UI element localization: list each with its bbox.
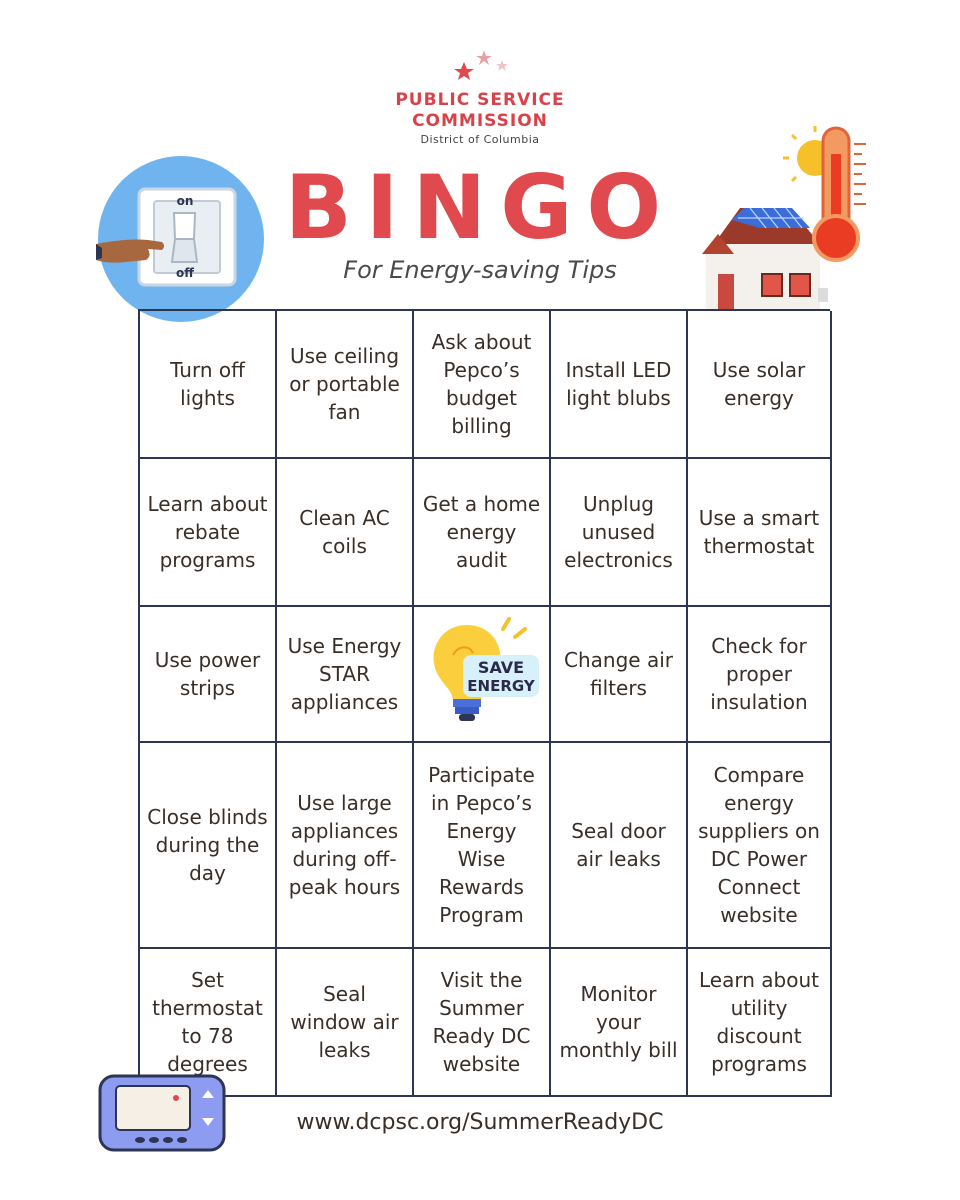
bingo-cell: Participate in Pepco’s Energy Wise Rewards Program — [414, 743, 551, 949]
bingo-cell: Use Energy STAR appliances — [277, 607, 414, 743]
switch-on-label: on — [176, 194, 194, 208]
bingo-cell: Check for proper insulation — [688, 607, 832, 743]
switch-off-label: off — [176, 266, 194, 280]
thermostat-icon — [98, 1074, 228, 1154]
bingo-cell: Ask about Pepco’s budget billing — [414, 311, 551, 459]
bingo-cell: Use ceiling or portable fan — [277, 311, 414, 459]
save-energy-bulb-icon — [423, 615, 541, 733]
org-name-line2: COMMISSION — [412, 111, 548, 131]
bingo-cell: Clean AC coils — [277, 459, 414, 607]
bingo-cell: Use a smart thermostat — [688, 459, 832, 607]
bingo-cell: Turn off lights — [140, 311, 277, 459]
bingo-cell: Seal door air leaks — [551, 743, 688, 949]
bingo-cell: Unplug unused electronics — [551, 459, 688, 607]
bingo-cell: Use large appliances during off-peak hours — [277, 743, 414, 949]
bingo-cell: Compare energy suppliers on DC Power Connect website — [688, 743, 832, 949]
bingo-cell: Set thermostat to 78 degrees — [140, 949, 277, 1097]
bingo-grid — [138, 309, 830, 1095]
stars-icon — [452, 46, 512, 86]
light-switch-icon — [96, 156, 266, 326]
bingo-cell: Visit the Summer Ready DC website — [414, 949, 551, 1097]
psc-logo — [380, 44, 580, 154]
bingo-cell: Change air filters — [551, 607, 688, 743]
free-space-line2: ENERGY — [466, 677, 535, 695]
page-subtitle: For Energy-saving Tips — [343, 256, 617, 284]
footer-url: www.dcpsc.org/SummerReadyDC — [296, 1110, 664, 1135]
thermometer-icon — [814, 128, 866, 260]
page-title: BINGO — [284, 156, 676, 259]
bingo-cell: Close blinds during the day — [140, 743, 277, 949]
bingo-cell: Learn about utility discount programs — [688, 949, 832, 1097]
free-space-line1: SAVE — [477, 658, 524, 677]
free-space-cell — [414, 607, 551, 743]
bingo-cell: Use solar energy — [688, 311, 832, 459]
bingo-cell: Learn about rebate programs — [140, 459, 277, 607]
solar-house-icon — [700, 124, 880, 314]
bingo-cell: Install LED light blubs — [551, 311, 688, 459]
bingo-cell: Monitor your monthly bill — [551, 949, 688, 1097]
org-name-line1: PUBLIC SERVICE — [395, 90, 565, 110]
org-subtitle: District of Columbia — [420, 133, 540, 146]
bingo-cell: Use power strips — [140, 607, 277, 743]
bingo-cell: Get a home energy audit — [414, 459, 551, 607]
bingo-cell: Seal window air leaks — [277, 949, 414, 1097]
